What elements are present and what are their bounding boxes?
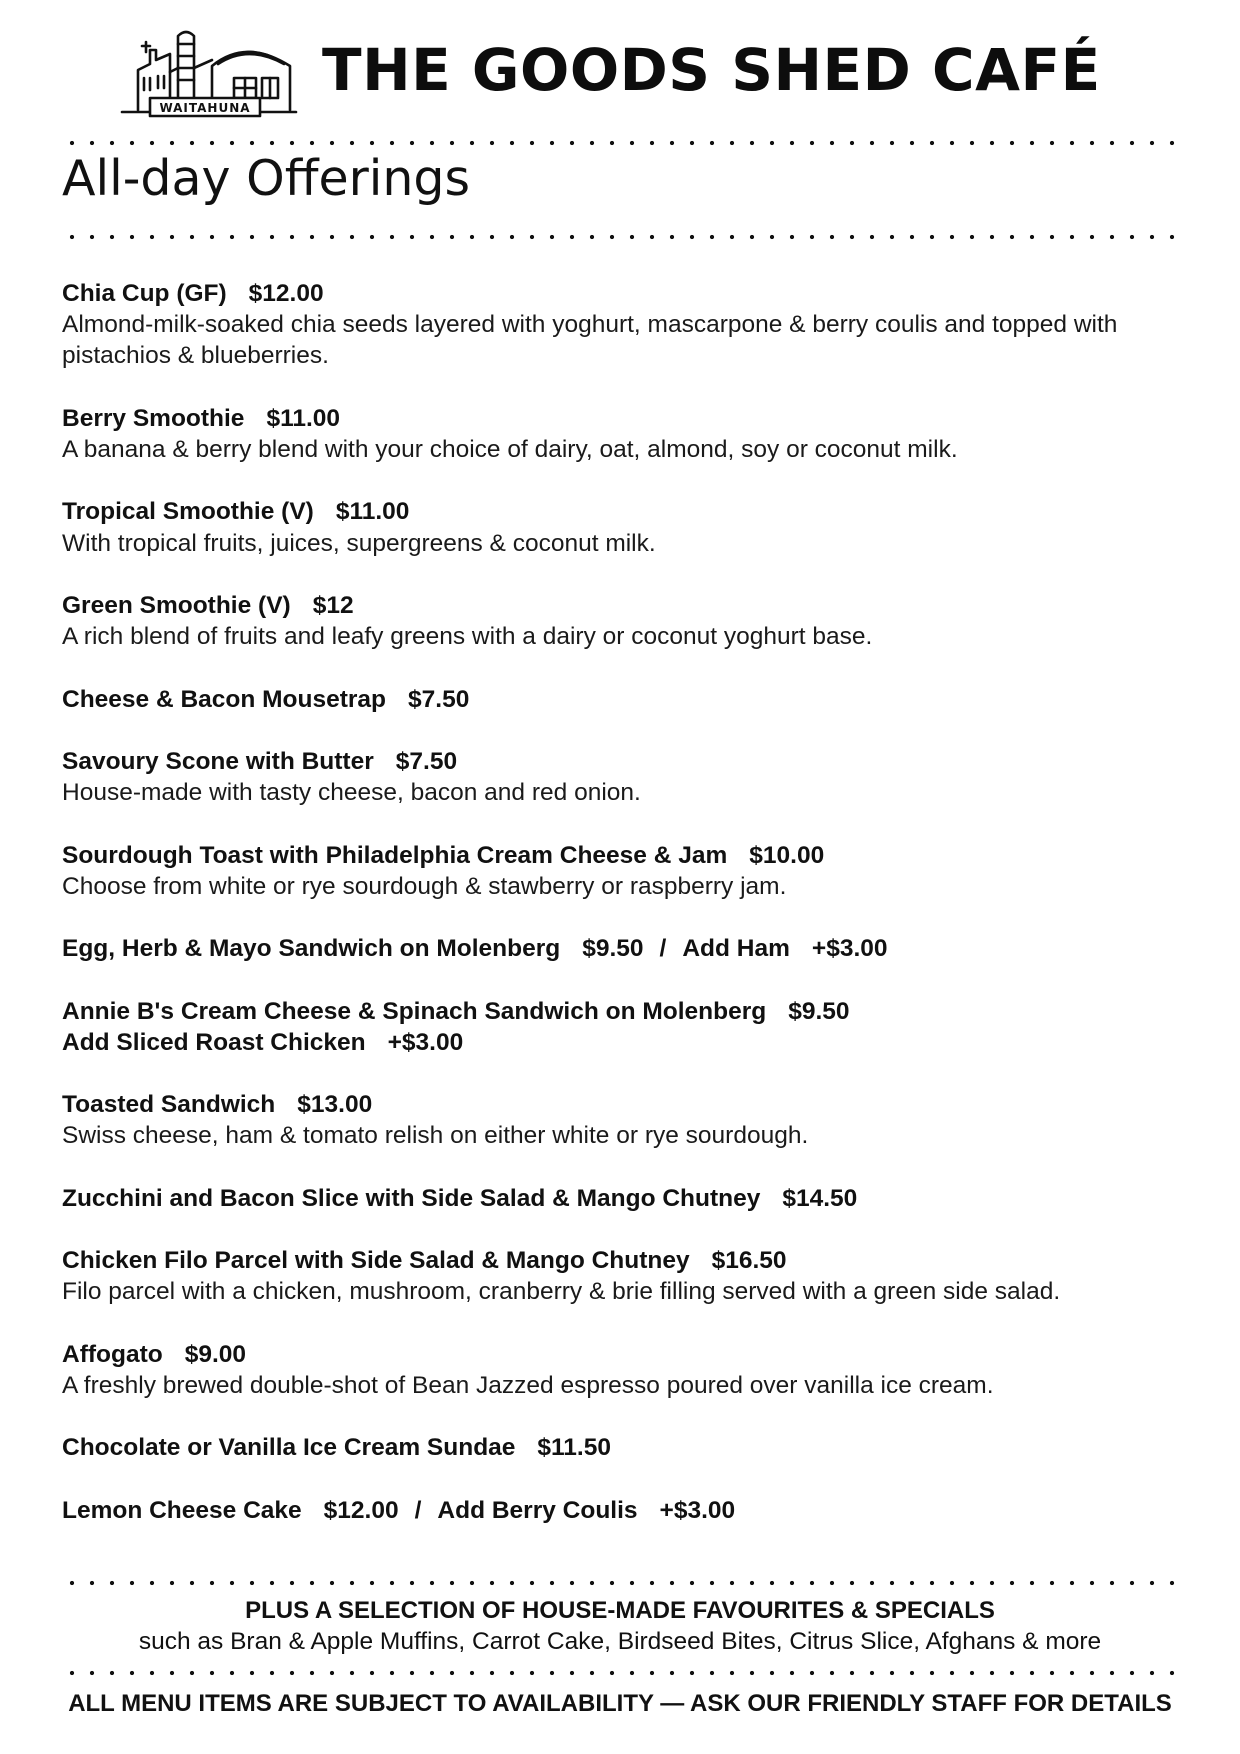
menu-item-title [62,996,1182,1027]
menu-item-name: Berry Smoothie [62,404,245,432]
menu-item-title [62,684,1182,715]
menu-item-name: Affogato [62,1340,163,1368]
menu-item-price: $16.50 [711,1247,787,1275]
menu-item-name: Savoury Scone with Butter [62,747,374,775]
menu-item-title [62,590,1182,621]
addon-label: Add Ham [682,935,790,963]
menu-item-title [62,1339,1182,1370]
menu-item-price: $13.00 [297,1091,373,1119]
cafe-name: THE GOODS SHED CAFÉ [322,36,1101,104]
menu-item-title [62,840,1182,871]
section-title: All-day Offerings [62,150,471,207]
menu-item-name: Chia Cup (GF) [62,280,227,307]
menu-item [62,684,1182,715]
menu-item-title [62,746,1182,777]
menu-item [62,1495,1182,1526]
menu-item-name: Annie B's Cream Cheese & Spinach Sandwich on Molenberg [62,997,767,1025]
menu-item-price: $9.50 [788,997,850,1025]
menu-item [62,278,1182,372]
addon-separator: / [414,1496,422,1524]
menu-item [62,1089,1182,1151]
menu-item-description: With tropical fruits, juices, supergreens & coconut milk. [62,529,656,557]
menu-item [62,933,1182,964]
menu-item-name: Chicken Filo Parcel with Side Salad & Mango Chutney [62,1247,690,1275]
menu-item-description: Almond-milk-soaked chia seeds layered with yoghurt, mascarpone & berry coulis and topped with pistachios & blueberries. [62,311,1118,370]
menu-item [62,1183,1182,1214]
addon-separator: / [659,935,667,963]
menu-item-price: $7.50 [408,685,470,713]
menu-item [62,996,1182,1058]
menu-item [62,746,1182,808]
menu-item [62,496,1182,558]
menu-item-name: Cheese & Bacon Mousetrap [62,685,387,713]
menu-item-title [62,403,1182,434]
availability-note: ALL MENU ITEMS ARE SUBJECT TO AVAILABILITY — ASK OUR FRIENDLY STAFF FOR DETAILS [68,1690,1172,1717]
goods-shed-building-icon [120,20,298,120]
dotted-divider [62,140,1178,146]
menu-item-name: Lemon Cheese Cake [62,1496,302,1524]
menu-item-price: $12 [312,591,354,619]
addon-label: Add Berry Coulis [437,1496,638,1524]
menu-item-name: Green Smoothie (V) [62,591,291,619]
menu-item-price: $11.00 [335,498,410,526]
menu-item-description: House-made with tasty cheese, bacon and red onion. [62,779,641,807]
menu-item [62,403,1182,465]
menu-item-name: Sourdough Toast with Philadelphia Cream Cheese & Jam [62,841,728,869]
menu-item-name: Tropical Smoothie (V) [62,498,314,526]
menu-item-title [62,496,1182,527]
addon-label: Add Sliced Roast Chicken [62,1028,366,1056]
menu-item-name: Chocolate or Vanilla Ice Cream Sundae [62,1434,516,1462]
menu-item-price: $12.00 [248,280,324,307]
menu-item-price: $11.00 [266,404,341,432]
addon-price: +$3.00 [659,1496,736,1524]
menu-item-name: Egg, Herb & Mayo Sandwich on Molenberg [62,935,561,963]
menu-item-title [62,1245,1182,1276]
menu-item-title [62,1089,1182,1120]
menu-item [62,1339,1182,1401]
addon-line [62,1027,1182,1058]
menu-item-title [62,1183,1182,1214]
menu-item-description: Choose from white or rye sourdough & stawberry or raspberry jam. [62,872,787,900]
menu-item-price: $11.50 [537,1434,611,1462]
menu-item-title [62,278,1182,309]
addon-price: +$3.00 [811,935,888,963]
menu-items-list [62,278,1182,1557]
menu-item-title [62,1495,1182,1526]
menu-item-price: $10.00 [749,841,825,869]
menu-item-price: $9.50 [582,935,644,963]
menu-item [62,590,1182,652]
menu-item-description: Swiss cheese, ham & tomato relish on either white or rye sourdough. [62,1122,809,1150]
menu-item-description: A freshly brewed double-shot of Bean Jazzed espresso poured over vanilla ice cream. [62,1371,994,1399]
menu-item-price: $14.50 [782,1184,858,1212]
menu-item [62,1432,1182,1463]
specials-heading: PLUS A SELECTION OF HOUSE-MADE FAVOURITES & SPECIALS [245,1597,995,1624]
menu-item-description: A rich blend of fruits and leafy greens with a dairy or coconut yoghurt base. [62,623,873,651]
dotted-divider [62,234,1178,240]
menu-item-description: A banana & berry blend with your choice of dairy, oat, almond, soy or coconut milk. [62,436,958,463]
specials-examples: such as Bran & Apple Muffins, Carrot Cake, Birdseed Bites, Citrus Slice, Afghans & more [138,1628,1102,1655]
dotted-divider [62,1670,1178,1676]
menu-item-title [62,933,1182,964]
menu-header [120,18,1130,122]
menu-item-title [62,1432,1182,1463]
menu-item [62,1245,1182,1307]
menu-item-description: Filo parcel with a chicken, mushroom, cranberry & brie filling served with a green side salad. [62,1278,1061,1306]
menu-item-price: $12.00 [323,1496,399,1524]
menu-item-name: Zucchini and Bacon Slice with Side Salad & Mango Chutney [62,1184,761,1212]
menu-item-name: Toasted Sandwich [62,1091,276,1119]
menu-item [62,840,1182,902]
addon-price: +$3.00 [387,1028,464,1056]
menu-item-price: $9.00 [184,1340,247,1368]
logo-text: WAITAHUNA [159,101,251,115]
menu-item-price: $7.50 [395,747,458,775]
dotted-divider [62,1580,1178,1586]
